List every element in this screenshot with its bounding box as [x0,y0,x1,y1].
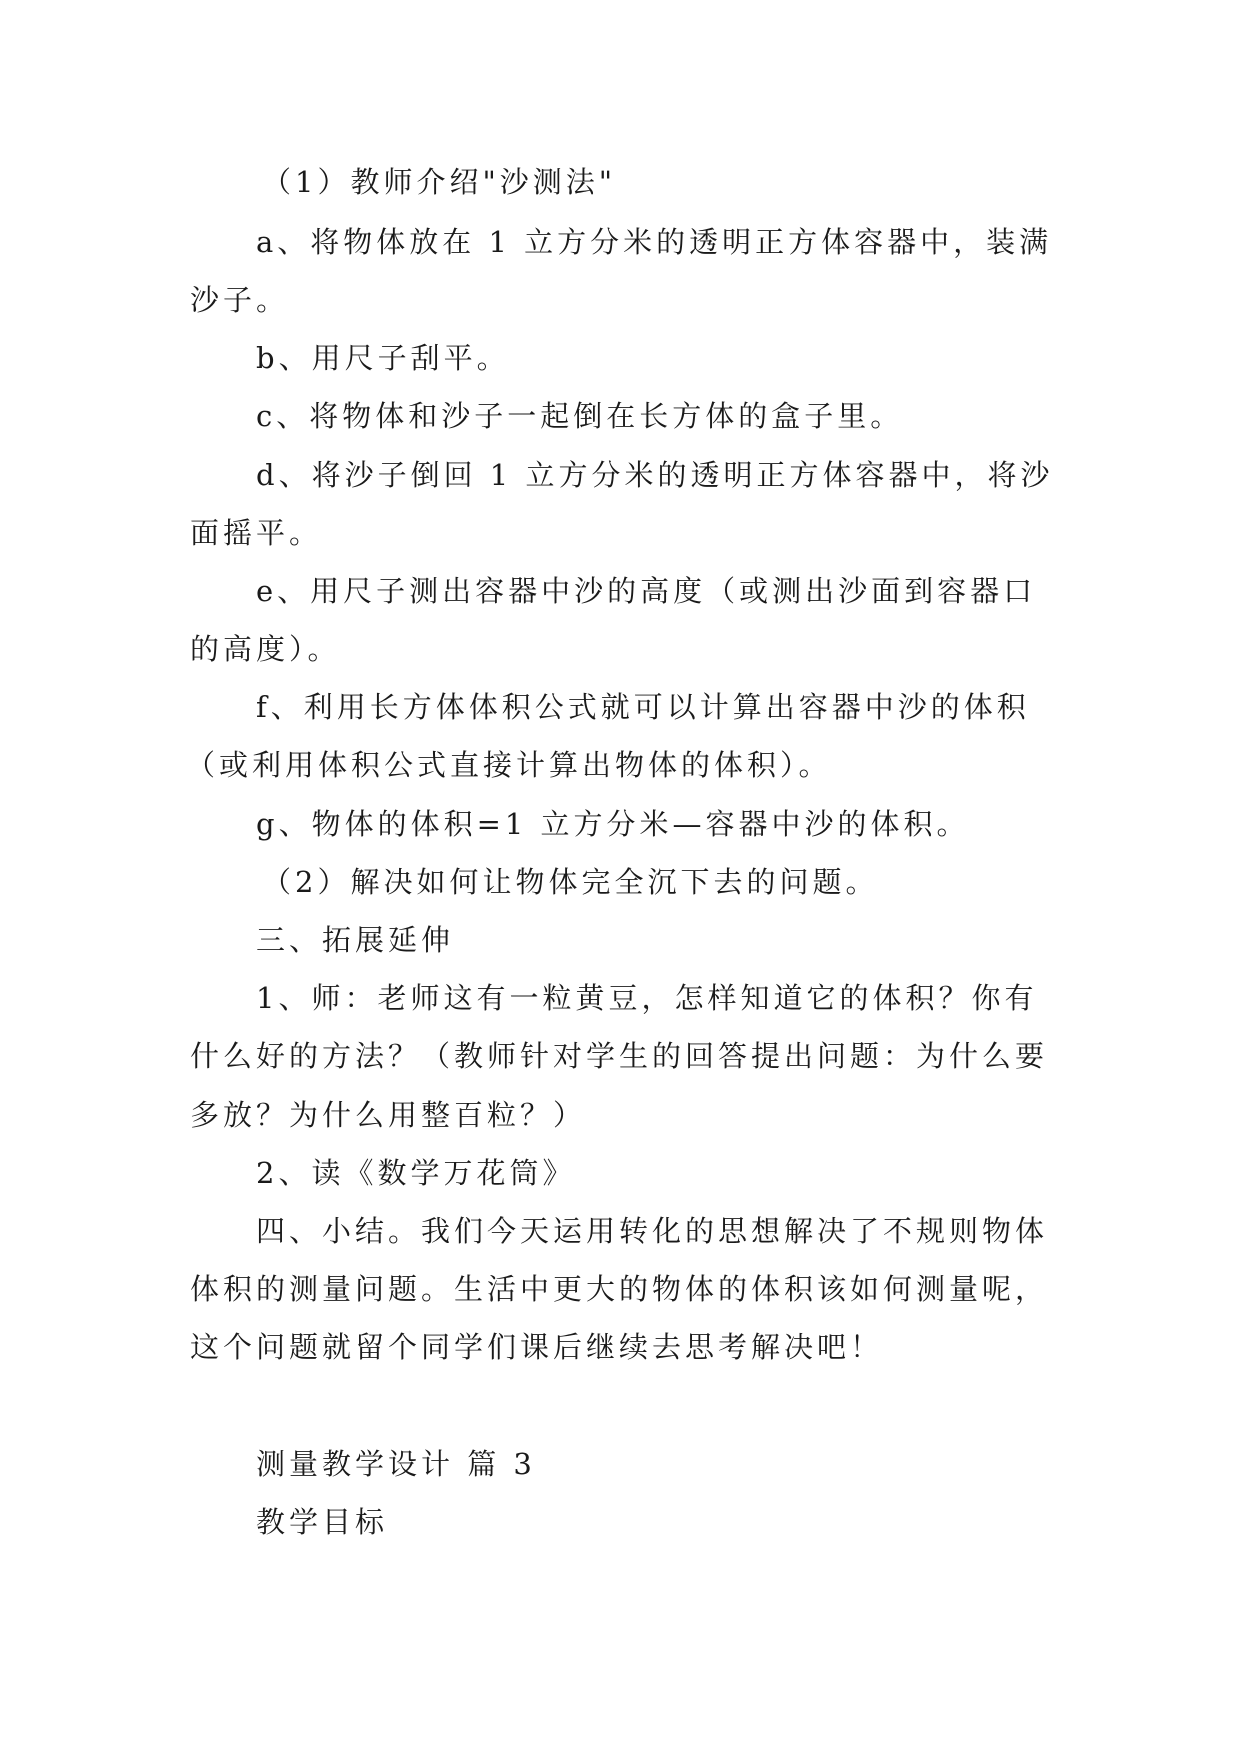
item-1-line-3: 多放？为什么用整百粒？） [190,1098,587,1132]
item-2: 2、读《数学万花筒》 [256,1156,576,1190]
summary-line-2: 体积的测量问题。生活中更大的物体的体积该如何测量呢， [190,1272,1049,1306]
step-a-line-1: a、将物体放在 1 立方分米的透明正方体容器中，装满 [256,225,1053,259]
step-b: b、用尺子刮平。 [256,341,510,375]
step-a-line-2: 沙子。 [190,283,290,317]
step-f-line-2: （或利用体积公式直接计算出物体的体积）。 [186,748,832,782]
step-e-line-1: e、用尺子测出容器中沙的高度（或测出沙面到容器口 [256,574,1037,608]
step-d-line-2: 面摇平。 [190,516,323,550]
item-1-line-1: 1、师：老师这有一粒黄豆，怎样知道它的体积？你有 [256,981,1038,1015]
step-f-line-1: f、利用长方体体积公式就可以计算出容器中沙的体积 [256,690,1030,724]
step-g: g、物体的体积=1 立方分米—容器中沙的体积。 [256,807,970,841]
summary-line-1: 四、小结。我们今天运用转化的思想解决了不规则物体 [256,1214,1049,1248]
teaching-objectives-heading: 教学目标 [256,1505,389,1539]
section-extension-heading: 三、拓展延伸 [256,923,455,957]
step-c: c、将物体和沙子一起倒在长方体的盒子里。 [256,399,904,433]
section-title-part3: 测量教学设计 篇 3 [256,1447,536,1481]
item-1-line-2: 什么好的方法？（教师针对学生的回答提出问题：为什么要 [190,1039,1049,1073]
summary-line-3: 这个问题就留个同学们课后继续去思考解决吧！ [190,1330,884,1364]
para-sink-problem: （2）解决如何让物体完全沉下去的问题。 [262,865,879,899]
step-d-line-1: d、将沙子倒回 1 立方分米的透明正方体容器中，将沙 [256,458,1054,492]
para-sand-method-title: （1）教师介绍"沙测法" [262,165,617,199]
step-e-line-2: 的高度）。 [190,632,341,666]
